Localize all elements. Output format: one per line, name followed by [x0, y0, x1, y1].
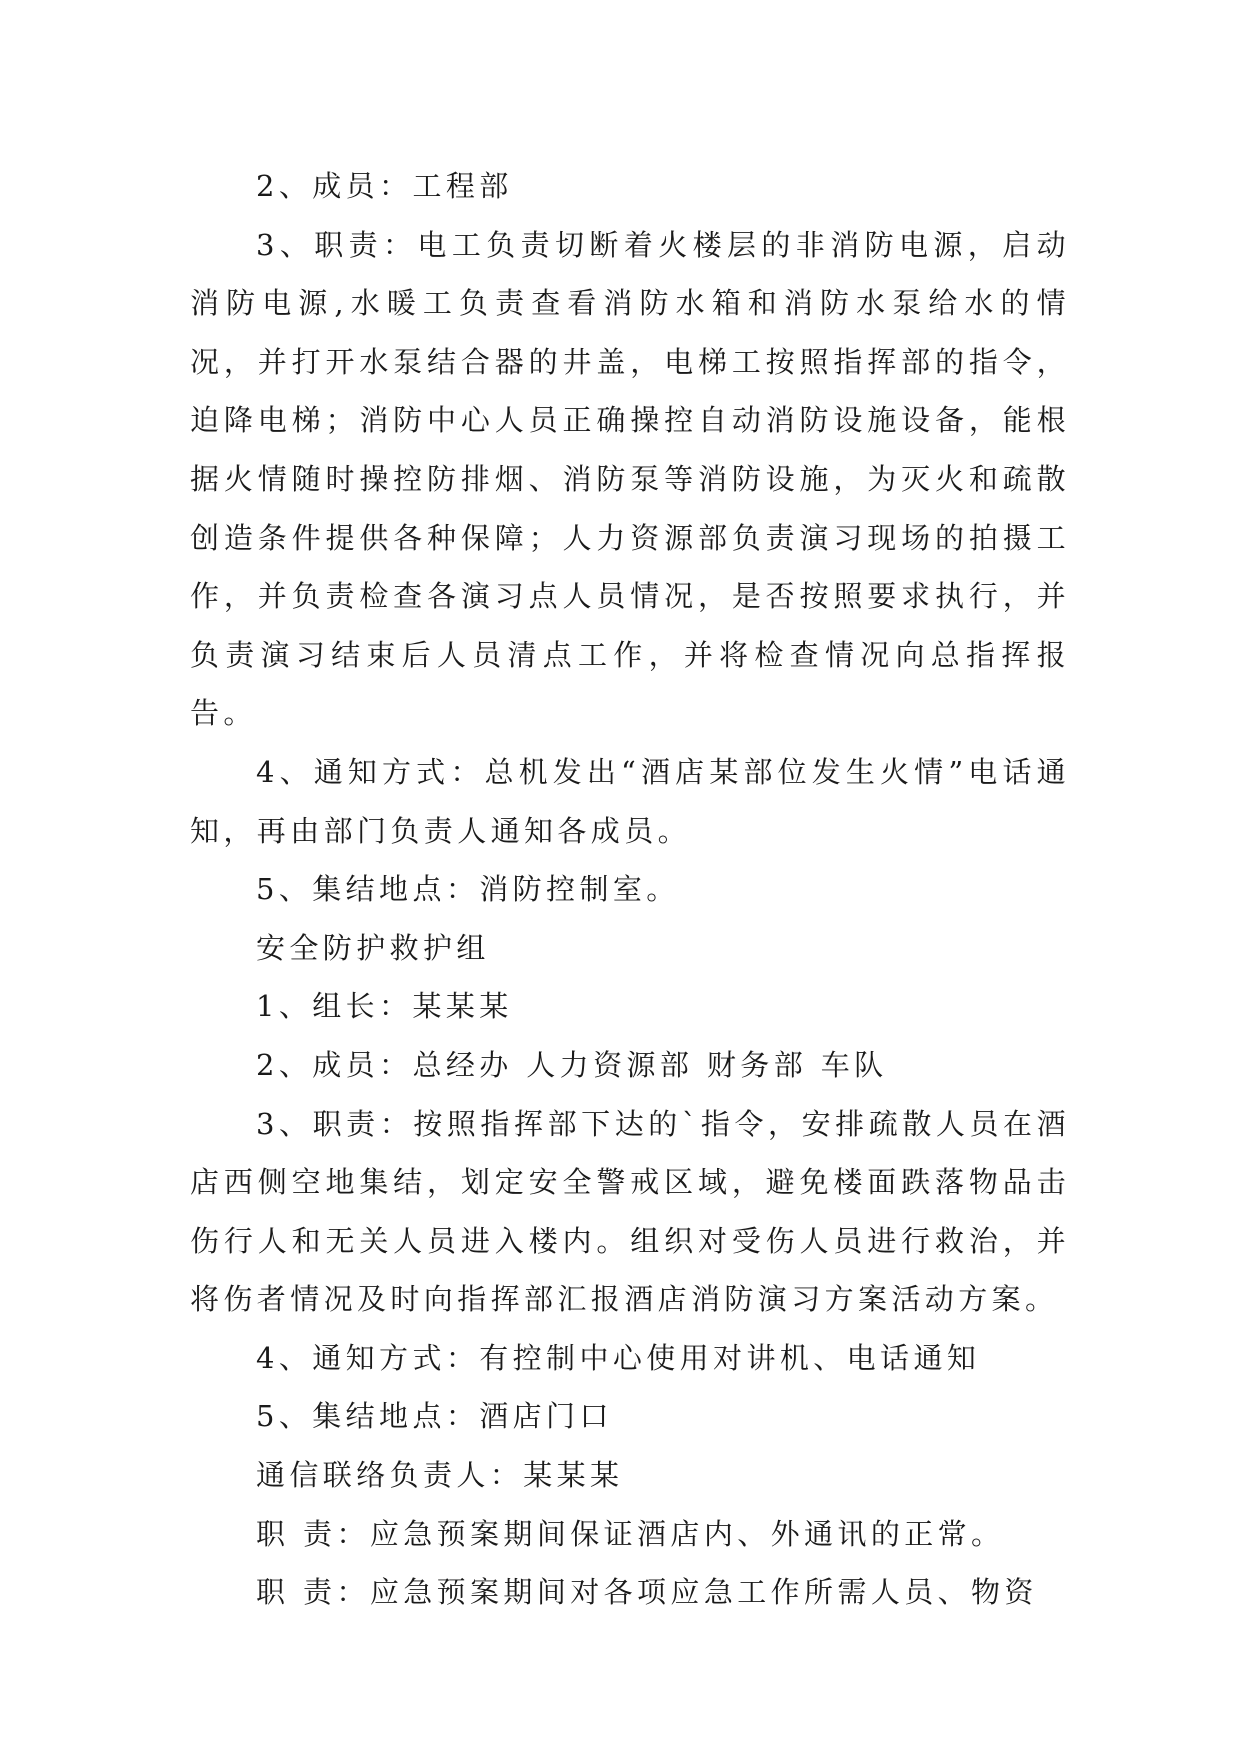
paragraph-safety-notification: 4、通知方式：有控制中心使用对讲机、电话通知 [256, 1340, 981, 1375]
paragraph-communication-lead: 通信联络负责人：某某某 [256, 1458, 624, 1493]
paragraph-engineering-notification: 4、通知方式：总机发出“酒店某部位发生火情”电话通知，再由部门负责人通知各成员。 [190, 754, 1070, 848]
paragraph-safety-duties: 3、职责：按照指挥部下达的`指令，安排疏散人员在酒店西侧空地集结，划定安全警戒区域，避免楼面跌落物品击伤行人和无关人员进入楼内。组织对受伤人员进行救治，并将伤者情况及时向指挥部汇报酒店消防演习方案活动方案。 [190, 1106, 1070, 1317]
paragraph-engineering-assembly: 5、集结地点：消防控制室。 [256, 872, 680, 907]
section-heading-safety-rescue: 安全防护救护组 [256, 930, 490, 965]
paragraph-safety-assembly: 5、集结地点：酒店门口 [256, 1399, 613, 1434]
paragraph-engineering-members: 2、成员：工程部 [256, 169, 513, 203]
paragraph-safety-leader: 1、组长：某某某 [256, 989, 513, 1024]
document-body [190, 157, 1070, 1622]
paragraph-resource-duty: 职 责：应急预案期间对各项应急工作所需人员、物资 [256, 1575, 1038, 1610]
paragraph-engineering-duties: 3、职责：电工负责切断着火楼层的非消防电源，启动消防电源,水暖工负责查看消防水箱和消防水泵给水的情况，并打开水泵结合器的井盖，电梯工按照指挥部的指令，迫降电梯；消防中心人员正确操控自动消防设施设备，能根据火情随时操控防排烟、消防泵等消防设施，为灭火和疏散创造条件提供各种保障；人力资源部负责演习现场的拍摄工作，并负责检查各演习点人员情况，是否按照要求执行，并负责演习结束后人员清点工作，并将检查情况向总指挥报告。 [190, 227, 1070, 731]
paragraph-communication-duty: 职 责：应急预案期间保证酒店内、外通讯的正常。 [256, 1516, 1005, 1551]
paragraph-safety-members: 2、成员：总经办 人力资源部 财务部 车队 [256, 1047, 888, 1082]
